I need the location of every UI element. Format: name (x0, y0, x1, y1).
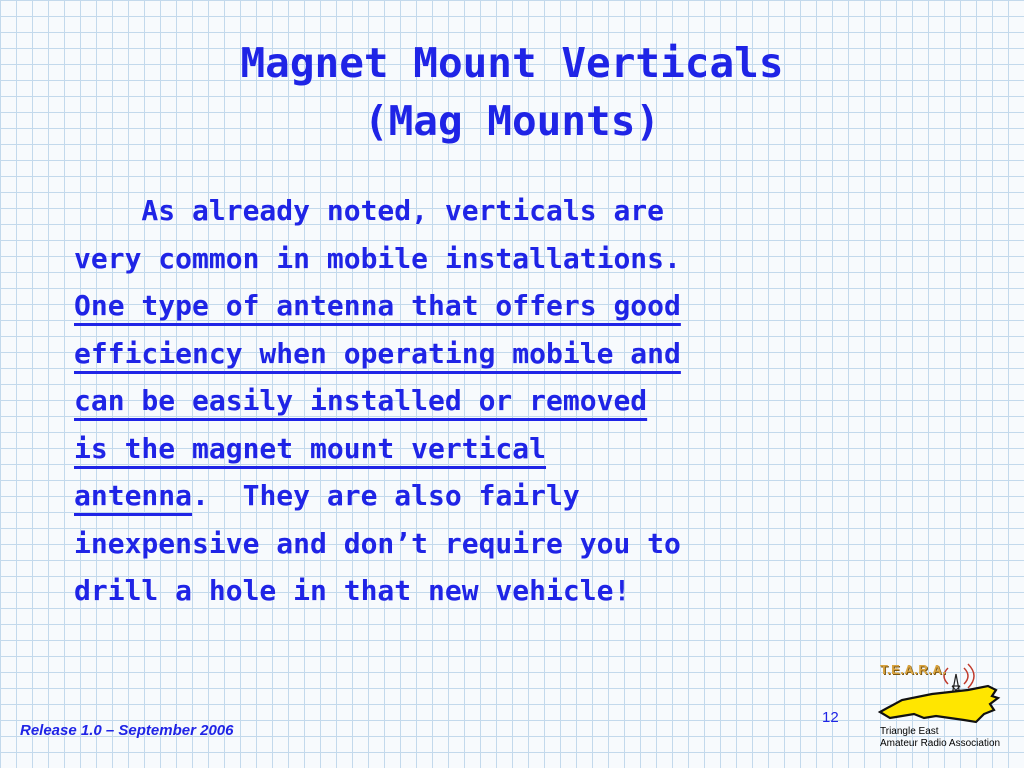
footer-release: Release 1.0 – September 2006 (20, 722, 234, 739)
body-line-7-rest: . They are also fairly (192, 479, 580, 512)
body-line-1: As already noted, verticals are (74, 194, 665, 227)
body-line-9: drill a hole in that new vehicle! (74, 574, 631, 607)
body-line-6: is the magnet mount vertical (74, 431, 547, 465)
body-line-2: very common in mobile installations. (74, 241, 681, 275)
slide-body-text (74, 187, 954, 615)
logo-abbreviation: T.E.A.R.A. (880, 662, 947, 677)
logo-name-line-1: Triangle East (880, 726, 939, 737)
page-number: 12 (822, 709, 839, 726)
body-line-7 (74, 472, 954, 520)
slide-title-line-2: (Mag Mounts) (363, 97, 661, 145)
logo-name-line-2: Amateur Radio Association (880, 738, 1001, 749)
logo-organization-name (880, 726, 1012, 750)
body-line-4: efficiency when operating mobile and (74, 336, 681, 370)
north-carolina-shape (880, 686, 998, 722)
body-line-7-underlined: antenna (74, 479, 193, 512)
body-line-3: One type of antenna that offers good (74, 289, 681, 322)
slide-title-line-1: Magnet Mount Verticals (240, 39, 784, 87)
teara-logo (872, 656, 1012, 756)
body-line-5: can be easily installed or removed (74, 384, 648, 417)
body-line-8: inexpensive and don’t require you to (74, 526, 681, 560)
slide-title (0, 34, 1024, 150)
